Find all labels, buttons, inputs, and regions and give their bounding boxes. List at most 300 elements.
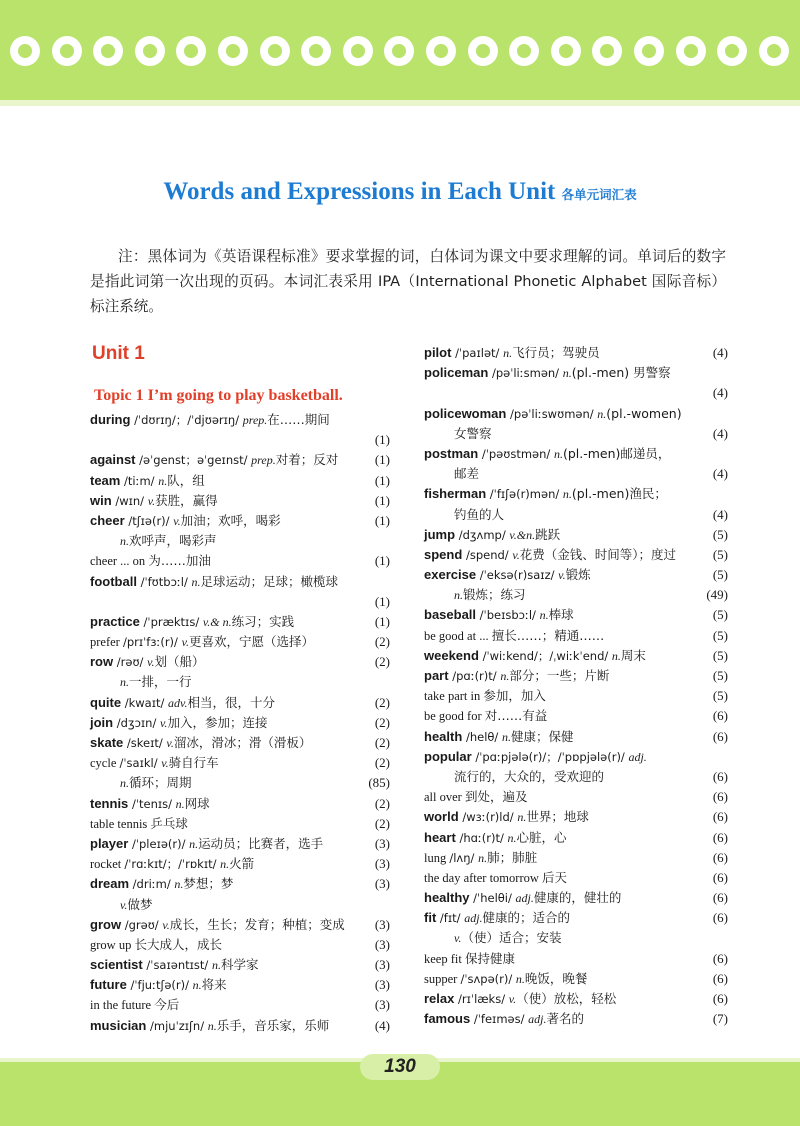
entry-text	[424, 848, 537, 868]
entry-word: musician	[90, 1017, 147, 1033]
entry-word: quite	[90, 694, 122, 710]
entry-continuation	[424, 928, 728, 948]
entry-page-ref: (5)	[712, 607, 728, 623]
entry-continuation	[90, 895, 390, 915]
entry-text	[454, 928, 561, 948]
entry-text	[90, 713, 267, 733]
entry-continuation	[424, 464, 728, 484]
entry-phonetic: /ˈpɑːpjələ(r)/；/ˈpɒpjələ(r)/	[471, 749, 629, 764]
vocab-entry	[90, 632, 390, 652]
entry-page-ref: (4)	[712, 506, 728, 522]
entry-pos: n.	[539, 608, 549, 623]
entry-word: jump	[424, 526, 456, 542]
vocab-entry	[424, 908, 728, 928]
entry-page-ref: (2)	[374, 735, 390, 750]
entry-meaning: 获胜，赢得	[155, 492, 218, 508]
ring-icon	[10, 36, 40, 66]
entry-meaning: (pl.-men)邮递员，	[562, 445, 671, 461]
title-english: Words and Expressions in Each Unit	[163, 178, 556, 205]
vocab-entry	[90, 915, 390, 935]
entry-pos: n.	[220, 857, 230, 872]
entry-page-ref: (1)	[374, 492, 390, 508]
entry-meaning: 科学家	[220, 957, 259, 973]
entry-continuation	[90, 592, 390, 612]
vocab-entry	[424, 949, 728, 969]
entry-word: fisherman	[424, 486, 487, 502]
entry-phrase: be good for	[424, 709, 485, 724]
entry-pos: adj.	[528, 1012, 547, 1027]
entry-text	[424, 646, 646, 666]
ring-icon	[509, 36, 539, 66]
entry-page-ref: (6)	[712, 829, 728, 845]
vocab-entry	[90, 753, 390, 773]
entry-pos: v.	[147, 493, 156, 508]
entry-text	[90, 1016, 329, 1036]
entry-text	[120, 672, 192, 692]
entry-word: against	[90, 452, 136, 468]
vocab-column-left	[90, 410, 390, 1036]
vocab-entry	[424, 727, 728, 747]
entry-meaning: 擅长……；精通……	[491, 627, 605, 643]
entry-page-ref: (1)	[374, 432, 390, 448]
vocab-entry	[424, 363, 728, 383]
vocab-entry	[90, 834, 390, 854]
entry-phonetic: /ˈbeɪsbɔːl/	[476, 608, 540, 623]
entry-page-ref: (6)	[712, 849, 728, 865]
entry-page-ref: (3)	[374, 957, 390, 973]
entry-meaning: 练习；实践	[231, 613, 295, 629]
ring-icon	[176, 36, 206, 66]
ring-icon	[135, 36, 165, 66]
entry-pos: v.	[161, 756, 169, 771]
entry-phrase: in the future	[90, 998, 155, 1013]
entry-phonetic: /ˈeksə(r)saɪz/	[476, 568, 559, 583]
entry-meaning: 骑自行车	[168, 755, 219, 771]
vocab-entry	[424, 545, 728, 565]
entry-meaning: 更喜欢，宁愿（选择）	[189, 634, 315, 650]
entry-phonetic: /driːm/	[129, 877, 175, 892]
entry-meaning: 溜冰，滑冰；滑（滑板）	[173, 735, 312, 750]
entry-continuation	[90, 430, 390, 450]
entry-word: postman	[424, 445, 479, 461]
entry-continuation	[424, 424, 728, 444]
entry-text	[90, 955, 258, 975]
entry-text	[90, 874, 233, 894]
entry-text	[424, 949, 515, 969]
entry-phonetic: /ˈwiːkend/；/ˌwiːkˈend/	[478, 648, 612, 663]
vocab-entry	[424, 888, 728, 908]
entry-page-ref: (6)	[712, 728, 728, 744]
entry-page-ref: (5)	[712, 688, 728, 704]
entry-page-ref: (1)	[374, 553, 390, 569]
entry-meaning: 健康；保健	[510, 728, 574, 744]
entry-phonetic: /kwaɪt/	[121, 695, 169, 710]
entry-meaning: 欢呼声，喝彩声	[129, 533, 217, 549]
entry-phonetic: /ˈsaɪkl/	[119, 756, 162, 771]
entry-pos: n.	[597, 406, 607, 421]
entry-page-ref: (6)	[712, 809, 728, 825]
vocab-entry	[90, 551, 390, 571]
entry-page-ref: (3)	[374, 977, 390, 993]
entry-page-ref: (2)	[374, 634, 390, 650]
entry-text	[424, 686, 546, 706]
ring-icon	[426, 36, 456, 66]
entry-text	[424, 908, 570, 928]
entry-pos: n.	[501, 729, 511, 744]
entry-text	[424, 605, 574, 625]
vocab-entry	[90, 410, 390, 430]
entry-word: cheer	[90, 512, 125, 528]
entry-text	[90, 915, 345, 935]
entry-text	[90, 551, 211, 571]
entry-text	[120, 773, 192, 793]
entry-page-ref: (1)	[374, 452, 390, 468]
entry-continuation	[424, 505, 728, 525]
vocab-entry	[90, 511, 390, 531]
entry-phonetic: /rɪˈlæks/	[454, 992, 509, 1006]
entry-text	[90, 693, 275, 713]
entry-page-ref: (5)	[712, 668, 728, 683]
entry-text	[120, 531, 217, 551]
entry-continuation	[90, 773, 390, 793]
entry-phonetic: /ˈpræktɪs/	[139, 614, 203, 629]
entry-page-ref: (49)	[706, 587, 728, 603]
entry-text	[424, 969, 587, 989]
vocab-entry	[90, 975, 390, 995]
entry-text	[454, 424, 492, 444]
entry-meaning: 流行的，大众的，受欢迎的	[454, 768, 605, 784]
entry-word: world	[424, 809, 459, 825]
ring-icon	[717, 36, 747, 66]
entry-phonetic: /wɪn/	[111, 493, 148, 508]
vocab-entry	[90, 471, 390, 491]
entry-page-ref: (2)	[374, 654, 390, 670]
vocab-entry	[424, 747, 728, 767]
entry-phonetic: /ˈtenɪs/	[128, 796, 176, 811]
entry-pos: prep.	[251, 453, 276, 468]
vocab-entry	[90, 491, 390, 511]
entry-page-ref: (6)	[712, 890, 728, 906]
entry-phonetic: /ˈpəʊstmən/	[478, 446, 554, 461]
entry-text	[90, 733, 311, 753]
entry-page-ref: (6)	[712, 789, 728, 805]
entry-meaning: 保持健康	[464, 950, 515, 966]
entry-pos: v.	[120, 897, 128, 912]
vocab-entry	[90, 612, 390, 632]
entry-pos: prep.	[242, 413, 268, 427]
entry-meaning: 一排，一行	[129, 674, 192, 690]
entry-phonetic: /pɑː(r)t/	[448, 669, 501, 683]
entry-text	[424, 565, 591, 585]
entry-page-ref: (3)	[374, 856, 390, 872]
entry-phrase: cycle	[90, 756, 120, 771]
entry-word: pilot	[424, 345, 452, 360]
entry-page-ref: (2)	[374, 815, 390, 831]
entry-word: baseball	[424, 607, 477, 623]
entry-page-ref: (2)	[374, 755, 390, 771]
ring-icon	[52, 36, 82, 66]
top-band-edge	[0, 100, 800, 106]
vocab-entry	[424, 848, 728, 868]
entry-word: win	[90, 492, 112, 508]
entry-pos: n.	[611, 648, 621, 663]
entry-text	[454, 505, 504, 525]
entry-word: relax	[424, 991, 455, 1006]
entry-pos: v.	[512, 547, 520, 562]
vocab-entry	[90, 693, 390, 713]
entry-text	[90, 612, 294, 632]
entry-text	[90, 975, 227, 995]
entry-phonetic: /ˈpleɪə(r)/	[128, 836, 190, 851]
entry-pos: n.	[500, 669, 510, 683]
entry-text	[424, 484, 667, 504]
entry-page-ref: (1)	[374, 593, 390, 609]
entry-meaning: 飞行员；驾驶员	[512, 345, 600, 360]
entry-pos: v.	[160, 715, 168, 730]
entry-text	[90, 491, 218, 511]
ring-icon	[759, 36, 789, 66]
entry-phonetic: /fɪt/	[436, 911, 465, 926]
entry-phrase: the day after tomorrow	[424, 870, 543, 885]
entry-meaning: 足球运动；足球；橄榄球	[200, 573, 339, 589]
entry-meaning: （使）放松，轻松	[516, 991, 617, 1006]
entry-meaning: 邮差	[454, 466, 480, 482]
entry-pos: v.&n.	[509, 527, 536, 542]
entry-phonetic: /ˈrɑːkɪt/；/ˈrɒkɪt/	[124, 857, 221, 872]
vocab-entry	[424, 605, 728, 625]
vocab-entry	[424, 868, 728, 888]
ring-icon	[468, 36, 498, 66]
entry-page-ref: (7)	[712, 1011, 728, 1027]
title-chinese: 各单元词汇表	[561, 187, 637, 202]
ring-icon	[301, 36, 331, 66]
ring-icon	[93, 36, 123, 66]
entry-page-ref: (6)	[712, 768, 728, 784]
vocab-entry	[90, 713, 390, 733]
entry-page-ref: (85)	[368, 775, 390, 791]
entry-page-ref: (6)	[712, 869, 728, 885]
vocab-entry	[424, 1009, 728, 1029]
entry-continuation	[90, 672, 390, 692]
entry-word: grow	[90, 916, 122, 932]
entry-pos: n.	[562, 366, 572, 381]
entry-phonetic: /ˈfeɪməs/	[470, 1012, 529, 1027]
entry-meaning: 长大成人，成长	[134, 936, 222, 952]
entry-page-ref: (4)	[712, 466, 728, 482]
entry-phrase: cheer ... on	[90, 554, 149, 569]
entry-word: spend	[424, 546, 463, 562]
vocab-entry	[90, 874, 390, 894]
entry-meaning: 循环；周期	[129, 775, 192, 791]
entry-meaning: 今后	[154, 997, 180, 1013]
entry-word: scientist	[90, 957, 143, 973]
entry-phonetic: /ˈdʊrɪŋ/；/ˈdjʊərɪŋ/	[130, 413, 243, 427]
vocab-entry	[424, 969, 728, 989]
page-number: 130	[384, 1056, 416, 1077]
entry-phrase: keep fit	[424, 951, 465, 966]
entry-page-ref: (4)	[712, 425, 728, 441]
entry-text	[90, 410, 330, 430]
entry-meaning: 参加，加入	[483, 688, 546, 704]
ring-icon	[551, 36, 581, 66]
vocab-entry	[424, 646, 728, 666]
entry-word: row	[90, 654, 114, 670]
ring-icon	[634, 36, 664, 66]
entry-meaning: 世界；地球	[526, 809, 589, 825]
entry-phonetic: /ˈfɪʃə(r)mən/	[486, 487, 563, 502]
entry-text	[90, 652, 205, 672]
entry-pos: n.	[120, 776, 129, 791]
entry-pos: n.	[120, 675, 129, 690]
entry-meaning: （使）适合；安装	[461, 930, 562, 946]
entry-page-ref: (6)	[712, 970, 728, 986]
entry-text	[90, 935, 222, 955]
entry-phonetic: /əˈgenst；əˈgeɪnst/	[135, 453, 252, 468]
ring-icon	[218, 36, 248, 66]
entry-word: health	[424, 728, 463, 744]
entry-text	[90, 814, 188, 834]
vocab-entry	[90, 733, 390, 753]
ring-icon	[343, 36, 373, 66]
entry-meaning: 后天	[542, 869, 568, 885]
entry-meaning: 在……期间	[267, 412, 330, 427]
entry-text	[454, 464, 479, 484]
entry-text	[90, 995, 179, 1015]
entry-meaning: 乐手，音乐家，乐师	[216, 1017, 330, 1033]
entry-meaning: 健康的，健壮的	[533, 890, 622, 906]
entry-pos: adj.	[464, 911, 483, 926]
entry-pos: n.	[175, 796, 185, 811]
vocab-entry	[424, 989, 728, 1009]
entry-word: famous	[424, 1011, 471, 1027]
entry-word: popular	[424, 748, 472, 764]
entry-word: during	[90, 412, 131, 427]
entry-pos: n.	[515, 971, 525, 986]
vocab-entry	[424, 444, 728, 464]
vocab-entry	[90, 652, 390, 672]
entry-page-ref: (2)	[374, 694, 390, 710]
entry-page-ref: (1)	[374, 472, 390, 488]
entry-meaning: 做梦	[127, 896, 153, 912]
entry-pos: adv.	[168, 695, 188, 710]
entry-phonetic: /ˈsaɪəntɪst/	[142, 958, 212, 973]
entry-meaning: 划（船）	[154, 654, 205, 670]
entry-meaning: 钓鱼的人	[454, 506, 505, 522]
entry-meaning: 肺；肺脏	[487, 849, 538, 865]
entry-text	[424, 787, 527, 807]
entry-meaning: 健康的；适合的	[482, 910, 571, 926]
vocab-entry	[424, 828, 728, 848]
entry-pos: n.	[189, 836, 199, 851]
entry-phrase: table tennis	[90, 816, 151, 831]
entry-page-ref: (5)	[712, 627, 728, 643]
entry-text	[90, 753, 219, 773]
vocab-entry	[424, 484, 728, 504]
entry-word: fit	[424, 910, 437, 926]
entry-pos: n.	[517, 810, 527, 825]
vocab-entry	[424, 666, 728, 686]
entry-text	[454, 767, 604, 787]
entry-text	[90, 834, 323, 854]
entry-text	[424, 363, 671, 383]
entry-meaning: 对……有益	[484, 708, 548, 724]
page-title	[0, 178, 800, 206]
entry-text	[424, 747, 647, 767]
entry-text	[424, 666, 609, 686]
entry-pos: n.	[207, 1018, 217, 1033]
vocab-entry	[424, 787, 728, 807]
vocab-entry	[424, 626, 728, 646]
entry-word: player	[90, 835, 129, 851]
entry-text	[424, 525, 560, 545]
entry-pos: n.	[553, 446, 563, 461]
entry-continuation	[90, 531, 390, 551]
entry-meaning: 为……加油	[148, 553, 211, 569]
vocab-entry	[90, 854, 390, 874]
entry-meaning: (pl.-men) 男警察	[571, 365, 671, 381]
entry-meaning: 对着；反对	[275, 452, 339, 468]
ring-icon	[676, 36, 706, 66]
entry-word: tennis	[90, 795, 129, 811]
entry-phrase: prefer	[90, 635, 123, 650]
entry-phonetic: /wɜː(r)ld/	[458, 810, 518, 825]
entry-word: dream	[90, 876, 130, 892]
entry-pos: n.	[158, 473, 168, 488]
entry-word: policewoman	[424, 405, 507, 421]
entry-word: policeman	[424, 365, 489, 381]
vocab-entry	[424, 807, 728, 827]
vocab-entry	[90, 1016, 390, 1036]
entry-word: part	[424, 668, 449, 683]
entry-pos: v.& n.	[202, 614, 232, 629]
vocab-entry	[424, 565, 728, 585]
entry-phrase: grow up	[90, 937, 135, 952]
entry-meaning: 相当，很，十分	[187, 694, 275, 710]
entry-meaning: 运动员；比赛者，选手	[198, 835, 324, 851]
vocab-entry	[90, 995, 390, 1015]
entry-page-ref: (4)	[712, 345, 728, 360]
entry-phonetic: /prɪˈfɜː(r)/	[122, 635, 182, 650]
entry-meaning: 女警察	[454, 425, 492, 441]
vocab-entry	[424, 404, 728, 424]
entry-page-ref: (3)	[374, 916, 390, 932]
unit-heading: Unit 1	[92, 343, 145, 364]
entry-phonetic: /skeɪt/	[123, 736, 167, 750]
entry-pos: v.	[454, 931, 462, 946]
entry-phrase: be good at ...	[424, 628, 492, 643]
entry-text	[90, 794, 210, 814]
entry-meaning: 周末	[620, 647, 646, 663]
entry-meaning: (pl.-men)渔民；	[571, 486, 667, 502]
vocab-entry	[90, 935, 390, 955]
entry-text	[424, 404, 682, 424]
entry-text	[90, 572, 338, 592]
entry-phonetic: /ˈhelθi/	[469, 891, 516, 906]
entry-pos: n.	[503, 346, 513, 360]
entry-page-ref: (4)	[712, 385, 728, 401]
entry-word: join	[90, 714, 114, 730]
entry-text	[120, 895, 152, 915]
entry-word: team	[90, 472, 121, 488]
entry-meaning: 心脏，心	[516, 829, 567, 845]
entry-pos: v.	[147, 655, 155, 670]
entry-text	[90, 471, 205, 491]
entry-word: exercise	[424, 567, 477, 583]
entry-pos: v.	[181, 635, 190, 650]
entry-pos: n.	[192, 978, 202, 993]
entry-text	[424, 807, 589, 827]
intro-note: 注：黑体词为《英语课程标准》要求掌握的词，白体词为课文中要求理解的词。单词后的数字是指此词第一次出现的页码。本词汇表采用 IPA（International Phonetic Alphabet 国际音标）标注系统。	[90, 248, 726, 315]
